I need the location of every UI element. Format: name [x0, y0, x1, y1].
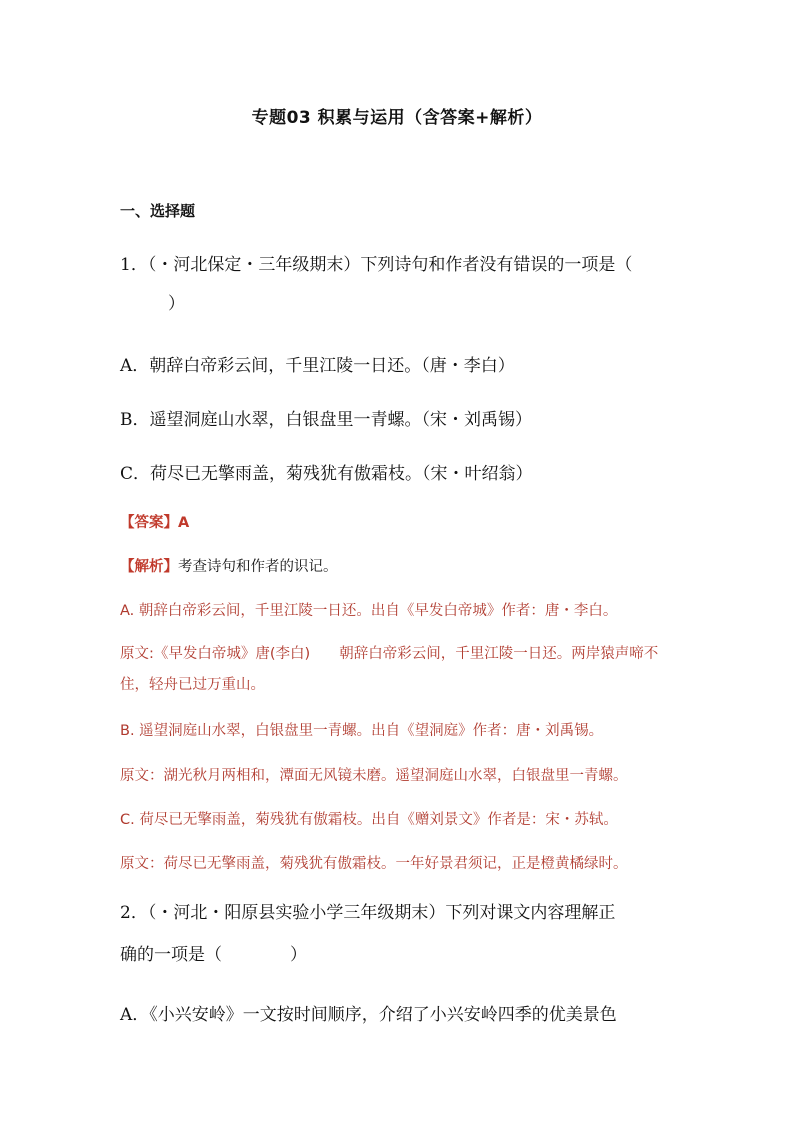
analysis-detail-b: B. 遥望洞庭山水翠，白银盘里一青螺。出自《望洞庭》作者：唐・刘禹锡。 — [120, 723, 604, 739]
section-heading: 一、选择题 — [120, 202, 196, 220]
question-2-option-a: A．《小兴安岭》一文按时间顺序，介绍了小兴安岭四季的优美景色 — [120, 1005, 617, 1025]
answer-value: A — [178, 515, 190, 531]
question-1-option-a: A．朝辞白帝彩云间，千里江陵一日还。（唐・李白） — [120, 356, 515, 376]
analysis-tag: 【解析】 — [120, 559, 178, 575]
question-1-stem-line1: 1．（・河北保定・三年级期末）下列诗句和作者没有错误的一项是（ — [120, 255, 633, 275]
analysis-original-a: 原文:《早发白帝城》唐(李白) 朝辞白帝彩云间，千里江陵一日还。两岸猿声啼不住，轻舟已过万重山。 — [120, 646, 659, 693]
question-1-stem-line2: ） — [168, 294, 185, 314]
question-1-answer — [120, 511, 189, 532]
document-title: 专题03 积累与运用（含答案+解析） — [251, 108, 543, 128]
analysis-original-b: 原文：湖光秋月两相和，潭面无风镜未磨。遥望洞庭山水翠，白银盘里一青螺。 — [120, 768, 628, 784]
analysis-text: 考查诗句和作者的识记。 — [178, 559, 338, 575]
question-1-option-c: C．荷尽已无擎雨盖，菊残犹有傲霜枝。（宋・叶绍翁） — [120, 464, 533, 484]
question-2-stem-line2: 确的一项是（ ） — [120, 945, 307, 965]
question-2-stem-line1: 2．（・河北・阳原县实验小学三年级期末）下列对课文内容理解正 — [120, 903, 616, 923]
analysis-original-c: 原文：荷尽已无擎雨盖，菊残犹有傲霜枝。一年好景君须记，正是橙黄橘绿时。 — [120, 856, 628, 872]
analysis-detail-c: C. 荷尽已无擎雨盖，菊残犹有傲霜枝。出自《赠刘景文》作者是：宋・苏轼。 — [120, 812, 618, 828]
question-1-option-b: B．遥望洞庭山水翠，白银盘里一青螺。（宋・刘禹锡） — [120, 410, 532, 430]
question-1-analysis — [120, 555, 338, 576]
analysis-detail-a: A. 朝辞白帝彩云间，千里江陵一日还。出自《早发白帝城》作者：唐・李白。 — [120, 603, 618, 619]
answer-tag: 【答案】 — [120, 515, 178, 531]
